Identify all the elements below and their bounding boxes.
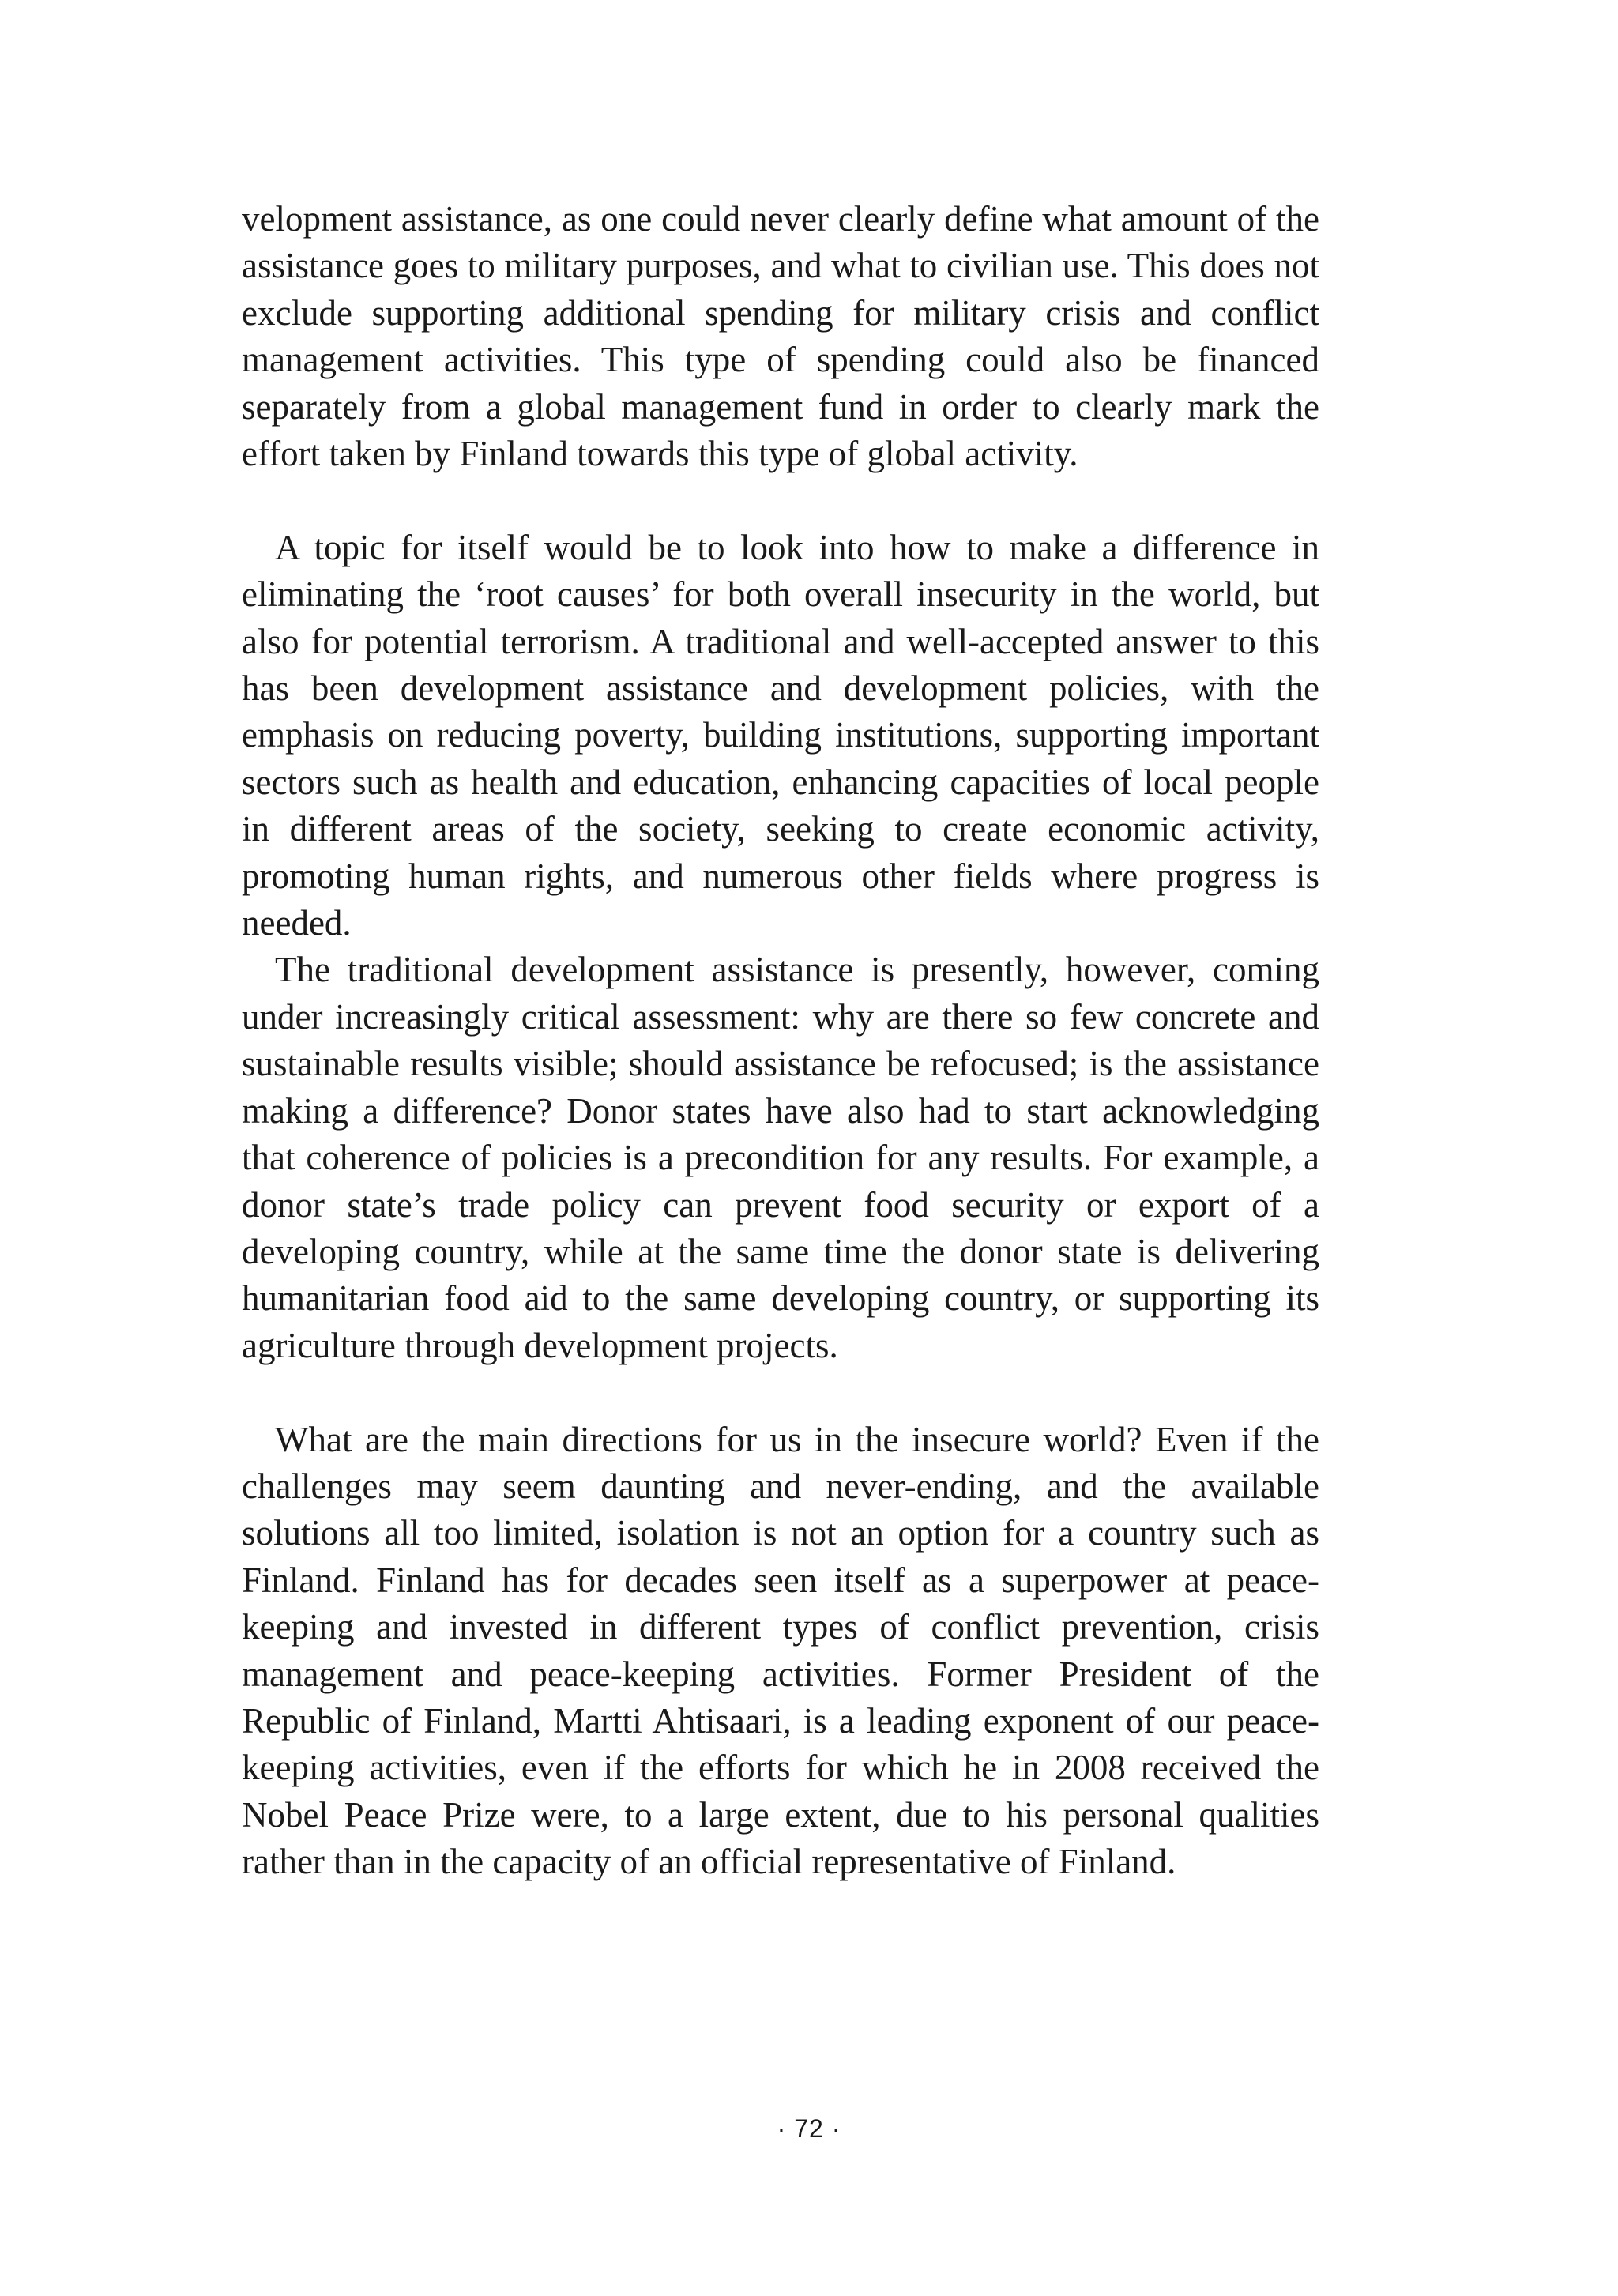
paragraph-continuation: velopment assistance, as one could never clearly define what amount of the assistance goes to military purposes, and what to civilian use. This does not exclude supporting additional spending for military crisis and conflict management activities. This type of spending could also be financed separately from a global management fund in order to clearly mark the effort taken by Finland towards this type of global activity. [242,199,1319,474]
paragraph-traditional-assistance: The traditional development assistance is presently, however, coming under increasingly critical assessment: why are there so few concrete and sustainable results visible; should assistance be refocused; is the assistance making a difference? Donor states have also had to start acknowledging that coherence of policies is a precondition for any results. For example, a donor state’s trade policy can prevent food security or export of a developing country, while at the same time the donor state is delivering humanitarian food aid to the same developing country, or supporting its agriculture through development projects. [242,950,1319,1365]
paragraph-root-causes: A topic for itself would be to look into how to make a difference in eliminating the ‘root causes’ for both overall insecurity in the world, but also for potential terrorism. A traditional and well-accepted answer to this has been development assistance and development policies, with the emphasis on reducing poverty, building institutions, supporting important sectors such as health and education, enhancing capacities of local people in different areas of the society, seeking to create economic activity, promoting human rights, and numerous other fields where progress is needed. [242,527,1319,943]
paragraph-main-directions: What are the main directions for us in the insecure world? Even if the challenges may seem daunting and never-ending, and the available solutions all too limited, isolation is not an option for a country such as Finland. Finland has for decades seen itself as a superpower at peace-keeping and invested in different types of conflict prevention, crisis management and peace-keeping activities. Former President of the Republic of Finland, Martti Ahtisaari, is a leading exponent of our peace-keeping activities, even if the efforts for which he in 2008 received the Nobel Peace Prize were, to a large extent, due to his personal qualities rather than in the capacity of an official representative of Finland. [242,1419,1319,1882]
body-text [242,196,1319,1886]
page-number: · 72 · [777,2114,841,2143]
